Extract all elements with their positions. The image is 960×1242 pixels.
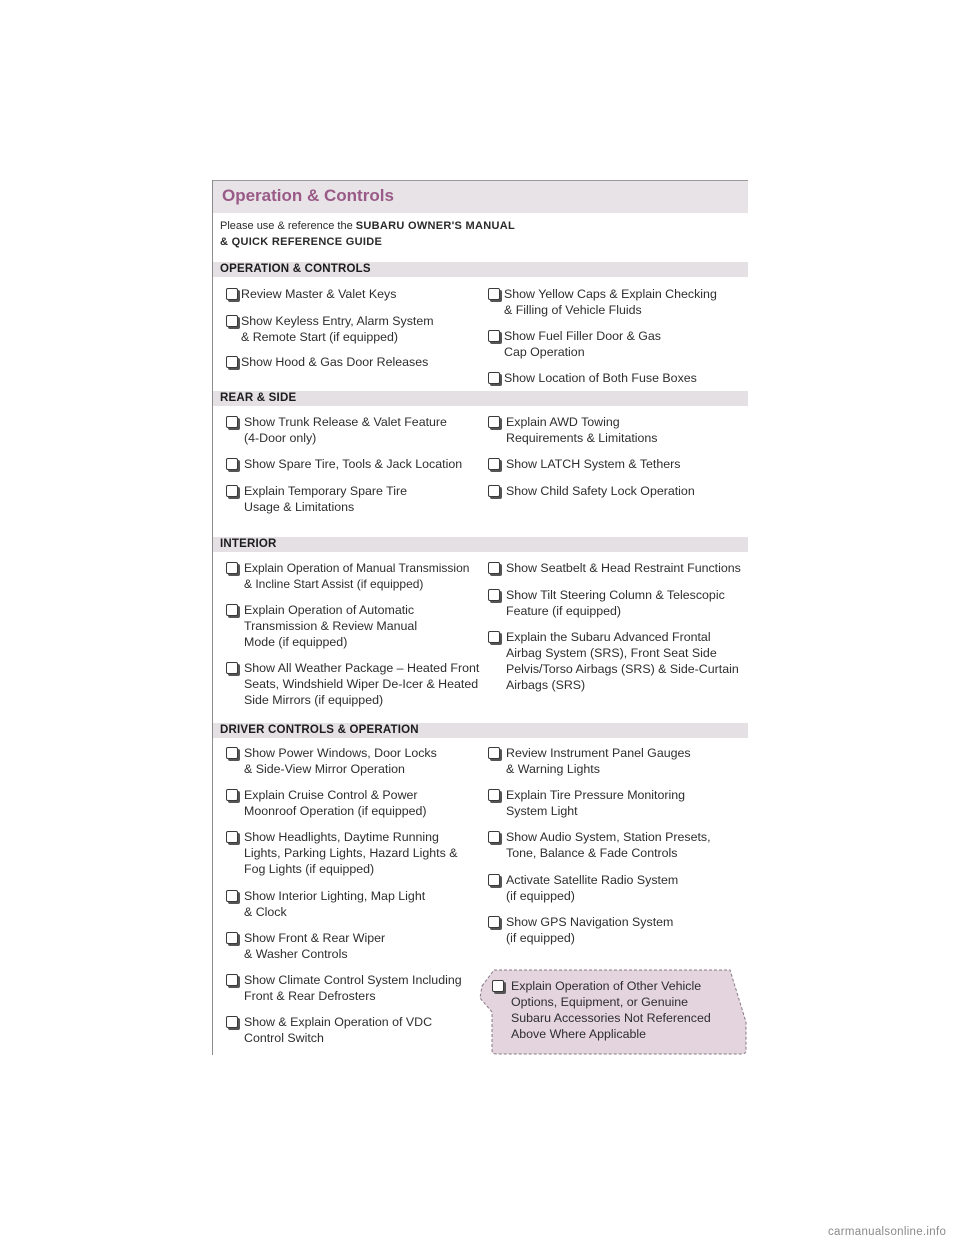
checkbox-icon[interactable] (226, 416, 238, 428)
item-label: Show Seatbelt & Head Restraint Functions (506, 561, 741, 575)
section-header-driver (213, 723, 748, 738)
checklist-item[interactable] (226, 414, 447, 446)
checkbox-icon[interactable] (488, 831, 500, 843)
checklist-item[interactable] (226, 354, 428, 370)
accessories-callout (476, 966, 748, 1056)
checkbox-icon[interactable] (488, 789, 500, 801)
checkbox-icon[interactable] (488, 916, 500, 928)
section-header-interior (213, 537, 748, 552)
checklist-item[interactable] (226, 560, 469, 592)
item-label: Show All Weather Package – Heated Front Seats, Windshield Wiper De-Icer & Heated Side Mirrors (if equipped) (244, 661, 480, 707)
title-bar (213, 180, 748, 213)
item-label: Show Child Safety Lock Operation (506, 484, 695, 498)
checkbox-icon[interactable] (226, 562, 238, 574)
item-label: Show LATCH System & Tethers (506, 457, 681, 471)
checklist-item[interactable] (226, 930, 385, 962)
page-title: Operation & Controls (222, 186, 394, 205)
checklist-item[interactable] (488, 370, 697, 386)
checkbox-icon[interactable] (226, 1016, 238, 1028)
checklist-item[interactable] (488, 914, 673, 946)
item-label: Show & Explain Operation of VDC Control Switch (244, 1015, 433, 1045)
checklist-item[interactable] (226, 745, 437, 777)
checkbox-icon[interactable] (488, 562, 500, 574)
checklist-item[interactable] (226, 888, 425, 920)
watermark: carmanualsonline.info (828, 1226, 947, 1238)
checkbox-icon[interactable] (488, 589, 500, 601)
checklist-item[interactable] (226, 972, 462, 1004)
checkbox-icon[interactable] (488, 874, 500, 886)
checkbox-icon[interactable] (488, 416, 500, 428)
item-label: Explain Operation of Manual Transmission & Incline Start Assist (if equipped) (244, 561, 470, 591)
item-label: Explain the Subaru Advanced Frontal Airbag System (SRS), Front Seat Side Pelvis/Torso Airbags (SRS) & Side-Curtain Airbags (SRS) (506, 630, 739, 692)
checkbox-icon[interactable] (226, 356, 238, 368)
item-label: Show Power Windows, Door Locks & Side-View Mirror Operation (244, 746, 437, 776)
checkbox-icon[interactable] (226, 288, 238, 300)
item-label: Show Tilt Steering Column & Telescopic Feature (if equipped) (506, 588, 725, 618)
intro-manual-name: SUBARU OWNER'S MANUAL (355, 220, 515, 232)
checklist-item[interactable] (488, 587, 725, 619)
item-label: Explain Temporary Spare Tire Usage & Limitations (244, 484, 407, 514)
checkbox-icon[interactable] (226, 890, 238, 902)
checklist-item[interactable] (226, 602, 417, 650)
item-label: Show Yellow Caps & Explain Checking & Filling of Vehicle Fluids (504, 287, 717, 317)
item-label: Show Headlights, Daytime Running Lights, Parking Lights, Hazard Lights & Fog Lights (if equipped) (244, 830, 458, 876)
item-label: Show Spare Tire, Tools & Jack Location (244, 457, 463, 471)
item-label: Explain Operation of Other Vehicle Options, Equipment, or Genuine Subaru Accessories Not Referenced Above Where Applicable (511, 979, 711, 1041)
item-label: Explain Operation of Automatic Transmission & Review Manual Mode (if equipped) (244, 603, 418, 649)
checkbox-icon[interactable] (226, 789, 238, 801)
checklist-item[interactable] (488, 629, 739, 693)
checklist-item[interactable] (488, 787, 685, 819)
checklist-item[interactable] (492, 978, 711, 1042)
checkbox-icon[interactable] (226, 974, 238, 986)
item-label: Show Interior Lighting, Map Light & Clock (244, 889, 426, 919)
item-label: Review Instrument Panel Gauges & Warning Lights (506, 746, 691, 776)
checkbox-icon[interactable] (226, 831, 238, 843)
item-label: Show Front & Rear Wiper & Washer Controls (244, 931, 386, 961)
checklist-item[interactable] (488, 483, 695, 499)
checkbox-icon[interactable] (488, 485, 500, 497)
item-label: Explain AWD Towing Requirements & Limitations (506, 415, 658, 445)
left-rule (212, 180, 213, 1055)
checklist-item[interactable] (226, 286, 396, 302)
intro-prefix: Please use & reference the (220, 220, 356, 232)
section-title: REAR & SIDE (220, 392, 297, 404)
section-title: INTERIOR (220, 538, 277, 550)
checkbox-icon[interactable] (488, 458, 500, 470)
checklist-item[interactable] (226, 787, 427, 819)
checkbox-icon[interactable] (226, 315, 238, 327)
item-label: Explain Cruise Control & Power Moonroof Operation (if equipped) (244, 788, 427, 818)
checkbox-icon[interactable] (488, 631, 500, 643)
checklist-item[interactable] (226, 829, 458, 877)
checkbox-icon[interactable] (226, 932, 238, 944)
item-label: Review Master & Valet Keys (241, 287, 397, 301)
checklist-item[interactable] (226, 456, 462, 472)
intro-text (220, 218, 515, 250)
checklist-item[interactable] (226, 1014, 432, 1046)
checklist-item[interactable] (226, 313, 434, 345)
checklist-item[interactable] (488, 456, 680, 472)
checkbox-icon[interactable] (492, 980, 504, 992)
checklist-item[interactable] (488, 829, 711, 861)
checkbox-icon[interactable] (488, 372, 500, 384)
section-header-rear (213, 391, 748, 406)
item-label: Activate Satellite Radio System (if equipped) (506, 873, 679, 903)
section-title: DRIVER CONTROLS & OPERATION (220, 724, 419, 736)
item-label: Explain Tire Pressure Monitoring System Light (506, 788, 686, 818)
checklist-item[interactable] (488, 414, 658, 446)
item-label: Show Hood & Gas Door Releases (241, 355, 429, 369)
item-label: Show Keyless Entry, Alarm System & Remote Start (if equipped) (241, 314, 434, 344)
checkbox-icon[interactable] (488, 288, 500, 300)
checkbox-icon[interactable] (226, 458, 238, 470)
item-label: Show Fuel Filler Door & Gas Cap Operation (504, 329, 662, 359)
checkbox-icon[interactable] (226, 662, 238, 674)
checklist-item[interactable] (226, 660, 479, 708)
section-title: OPERATION & CONTROLS (220, 263, 371, 275)
checkbox-icon[interactable] (488, 330, 500, 342)
checkbox-icon[interactable] (226, 604, 238, 616)
checklist-item[interactable] (488, 745, 691, 777)
checkbox-icon[interactable] (488, 747, 500, 759)
item-label: Show GPS Navigation System (if equipped) (506, 915, 674, 945)
checklist-item[interactable] (488, 560, 741, 576)
item-label: Show Location of Both Fuse Boxes (504, 371, 697, 385)
item-label: Show Trunk Release & Valet Feature (4-Door only) (244, 415, 447, 445)
checklist-item[interactable] (488, 286, 717, 318)
checklist-item[interactable] (488, 872, 678, 904)
checklist-item[interactable] (488, 328, 661, 360)
item-label: Show Climate Control System Including Front & Rear Defrosters (244, 973, 462, 1003)
checkbox-icon[interactable] (226, 747, 238, 759)
checklist-item[interactable] (226, 483, 407, 515)
item-label: Show Audio System, Station Presets, Tone, Balance & Fade Controls (506, 830, 711, 860)
checkbox-icon[interactable] (226, 485, 238, 497)
intro-guide-name: & QUICK REFERENCE GUIDE (220, 236, 383, 248)
section-header-operation (213, 262, 748, 277)
